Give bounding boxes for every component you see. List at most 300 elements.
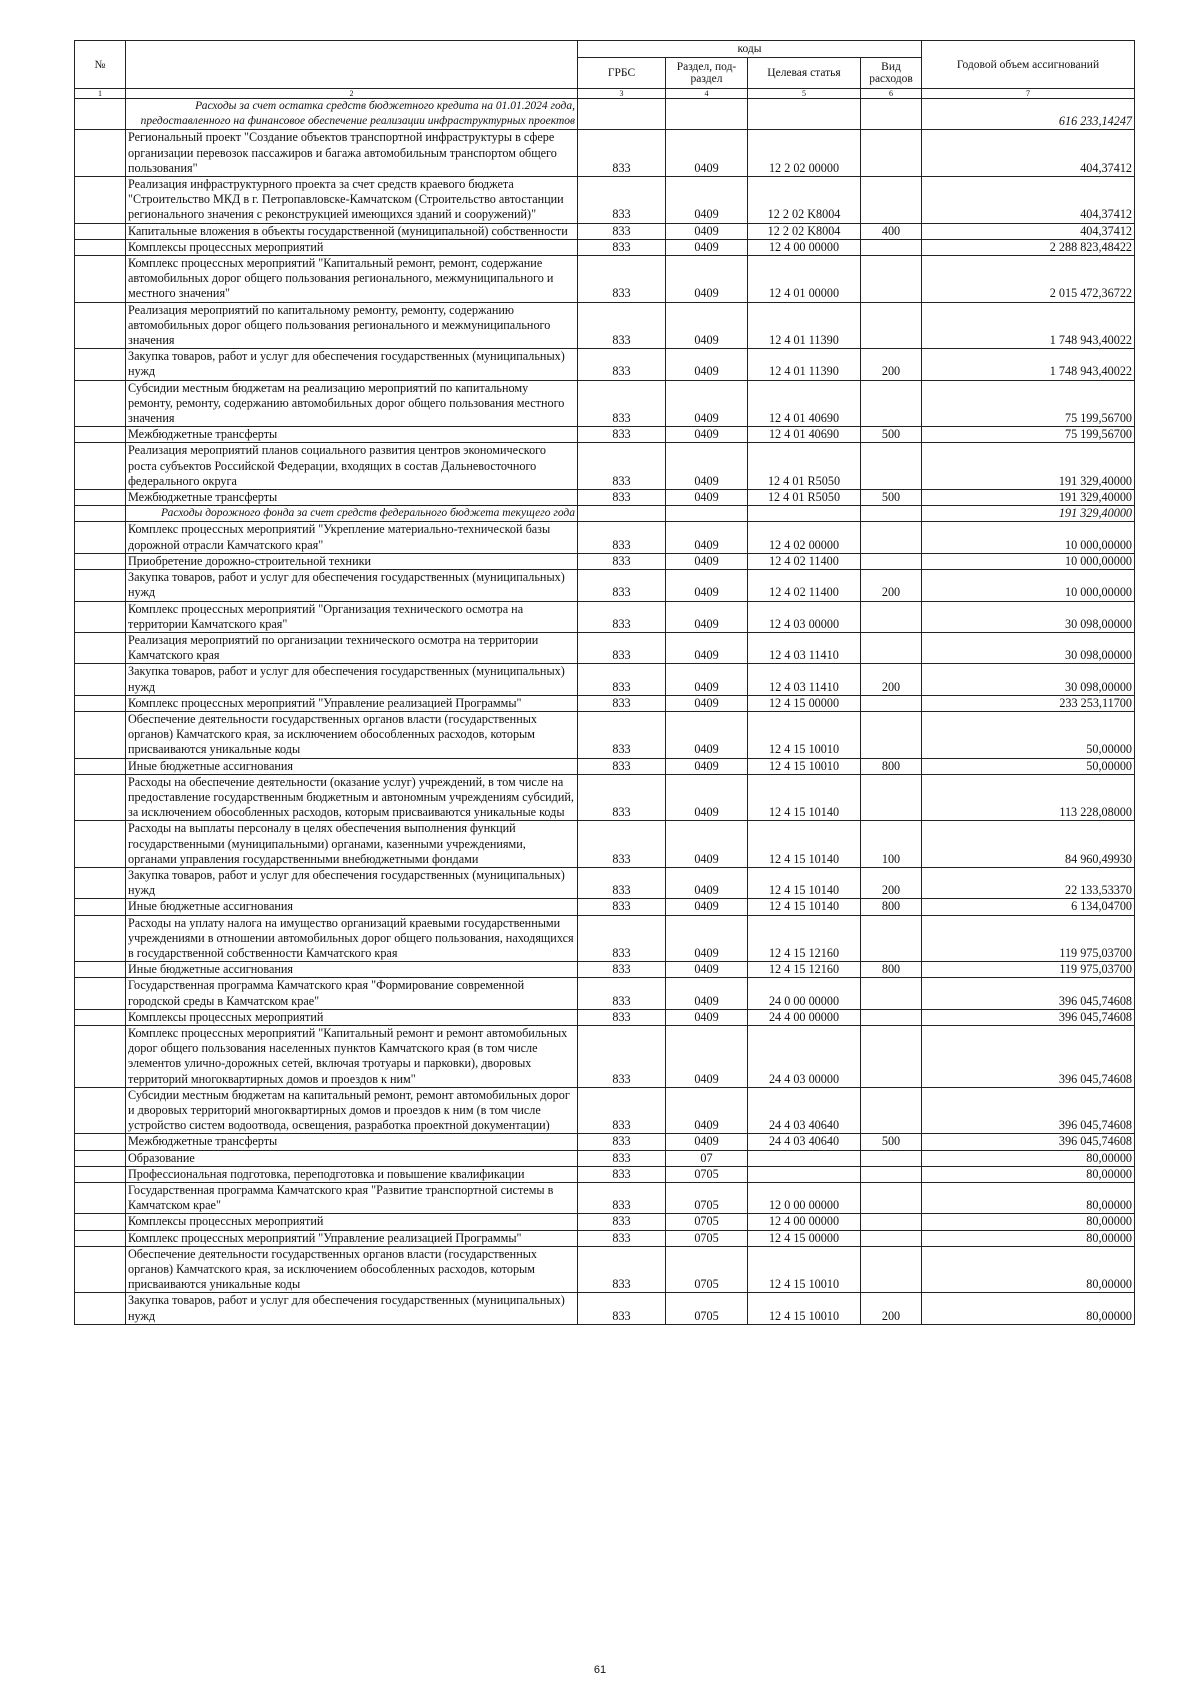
row-num-cell [75, 711, 126, 758]
row-razdel-cell: 0409 [666, 239, 748, 255]
row-razdel-cell: 0409 [666, 380, 748, 427]
row-razdel-cell: 0409 [666, 177, 748, 224]
table-row [75, 601, 1135, 632]
row-num-cell [75, 522, 126, 553]
row-amount-cell: 50,00000 [922, 758, 1135, 774]
row-target-article-cell: 12 4 15 10010 [748, 711, 861, 758]
budget-table-sheet [74, 40, 1134, 1325]
row-expense-type-cell [861, 302, 922, 349]
header-godovoy: Годовой объем ассигнований [922, 41, 1135, 89]
row-grbs-cell: 833 [578, 695, 666, 711]
table-row [75, 349, 1135, 380]
row-num-cell [75, 1183, 126, 1214]
row-expense-type-cell [861, 177, 922, 224]
row-expense-type-cell: 500 [861, 490, 922, 506]
row-num-cell [75, 506, 126, 522]
table-row [75, 821, 1135, 868]
row-amount-cell: 10 000,00000 [922, 553, 1135, 569]
row-num-cell [75, 821, 126, 868]
row-grbs-cell: 833 [578, 1183, 666, 1214]
row-target-article-cell: 12 4 15 10140 [748, 899, 861, 915]
row-target-article-cell: 12 4 03 00000 [748, 601, 861, 632]
table-row [75, 223, 1135, 239]
row-razdel-cell: 0409 [666, 570, 748, 601]
row-grbs-cell: 833 [578, 256, 666, 303]
row-amount-cell: 80,00000 [922, 1230, 1135, 1246]
row-desc-cell: Комплекс процессных мероприятий "Организация технического осмотра на территории Камчатского края" [126, 601, 578, 632]
row-amount-cell: 404,37412 [922, 177, 1135, 224]
row-expense-type-cell: 800 [861, 899, 922, 915]
row-amount-cell: 80,00000 [922, 1183, 1135, 1214]
row-amount-cell: 75 199,56700 [922, 427, 1135, 443]
table-row [75, 632, 1135, 663]
row-target-article-cell: 12 2 02 K8004 [748, 177, 861, 224]
row-target-article-cell: 12 2 02 00000 [748, 130, 861, 177]
row-expense-type-cell: 200 [861, 570, 922, 601]
table-row [75, 711, 1135, 758]
table-row [75, 1087, 1135, 1134]
row-expense-type-cell [861, 711, 922, 758]
row-num-cell [75, 915, 126, 962]
row-expense-type-cell [861, 774, 922, 821]
row-num-cell [75, 1214, 126, 1230]
row-expense-type-cell [861, 1166, 922, 1182]
row-razdel-cell: 0705 [666, 1183, 748, 1214]
row-desc-cell: Закупка товаров, работ и услуг для обеспечения государственных (муниципальных) нужд [126, 570, 578, 601]
row-desc-cell: Расходы дорожного фонда за счет средств федерального бюджета текущего года [126, 506, 578, 522]
row-amount-cell: 616 233,14247 [922, 99, 1135, 130]
row-grbs-cell: 833 [578, 380, 666, 427]
row-razdel-cell: 0409 [666, 695, 748, 711]
row-razdel-cell: 0705 [666, 1293, 748, 1324]
row-num-cell [75, 1246, 126, 1293]
row-num-cell [75, 1009, 126, 1025]
table-row [75, 239, 1135, 255]
row-expense-type-cell [861, 130, 922, 177]
row-grbs-cell: 833 [578, 758, 666, 774]
row-target-article-cell: 24 0 00 00000 [748, 978, 861, 1009]
row-desc-cell: Комплекс процессных мероприятий "Капитальный ремонт и ремонт автомобильных дорог общего пользования населенных пунктов Камчатского края (в том числе элементов улично-дорожных сетей, включая тротуары и парковки), дворовых территорий многоквартирных домов и проездов к ним" [126, 1025, 578, 1087]
row-desc-cell: Государственная программа Камчатского края "Развитие транспортной системы в Камчатском крае" [126, 1183, 578, 1214]
row-desc-cell: Закупка товаров, работ и услуг для обеспечения государственных (муниципальных) нужд [126, 349, 578, 380]
row-expense-type-cell [861, 1150, 922, 1166]
page-number: 61 [593, 1664, 607, 1676]
row-expense-type-cell [861, 1230, 922, 1246]
row-num-cell [75, 570, 126, 601]
table-row [75, 758, 1135, 774]
row-razdel-cell: 0705 [666, 1246, 748, 1293]
row-expense-type-cell [861, 506, 922, 522]
row-amount-cell: 30 098,00000 [922, 664, 1135, 695]
row-desc-cell: Расходы на обеспечение деятельности (оказание услуг) учреждений, в том числе на предоставление государственным бюджетным и автономным учреждениям субсидий, за исключением обособленных расходов, которым присваиваются уникальные коды [126, 774, 578, 821]
row-amount-cell: 30 098,00000 [922, 601, 1135, 632]
row-target-article-cell: 12 4 15 10140 [748, 821, 861, 868]
row-target-article-cell: 12 4 15 00000 [748, 1230, 861, 1246]
row-grbs-cell: 833 [578, 1150, 666, 1166]
row-grbs-cell: 833 [578, 349, 666, 380]
row-num-cell [75, 490, 126, 506]
row-desc-cell: Приобретение дорожно-строительной техники [126, 553, 578, 569]
row-desc-cell: Государственная программа Камчатского края "Формирование современной городской среды в Камчатском крае" [126, 978, 578, 1009]
row-desc-cell: Межбюджетные трансферты [126, 490, 578, 506]
row-amount-cell: 191 329,40000 [922, 443, 1135, 490]
row-target-article-cell [748, 1150, 861, 1166]
table-row [75, 443, 1135, 490]
row-grbs-cell: 833 [578, 177, 666, 224]
row-target-article-cell: 12 4 15 10140 [748, 867, 861, 898]
table-row [75, 570, 1135, 601]
row-amount-cell: 396 045,74608 [922, 1087, 1135, 1134]
row-num-cell [75, 99, 126, 130]
row-grbs-cell: 833 [578, 899, 666, 915]
row-num-cell [75, 1025, 126, 1087]
row-desc-cell: Расходы на уплату налога на имущество организаций краевыми государственными учреждениями в отношении автомобильных дорог общего пользования, находящихся в государственной собственности Камчатского края [126, 915, 578, 962]
row-num-cell [75, 349, 126, 380]
row-amount-cell: 396 045,74608 [922, 1025, 1135, 1087]
row-expense-type-cell: 200 [861, 867, 922, 898]
table-row [75, 867, 1135, 898]
row-amount-cell: 80,00000 [922, 1293, 1135, 1324]
row-amount-cell: 191 329,40000 [922, 490, 1135, 506]
row-grbs-cell: 833 [578, 570, 666, 601]
row-razdel-cell: 0409 [666, 915, 748, 962]
row-expense-type-cell [861, 632, 922, 663]
row-grbs-cell: 833 [578, 130, 666, 177]
row-amount-cell: 119 975,03700 [922, 915, 1135, 962]
row-target-article-cell: 12 4 01 00000 [748, 256, 861, 303]
row-amount-cell: 30 098,00000 [922, 632, 1135, 663]
row-num-cell [75, 1150, 126, 1166]
row-grbs-cell: 833 [578, 490, 666, 506]
header-razdel: Раздел, под-раздел [666, 58, 748, 89]
row-expense-type-cell [861, 443, 922, 490]
header-vid: Вид расходов [861, 58, 922, 89]
row-desc-cell: Обеспечение деятельности государственных органов власти (государственных органов) Камчатского края, за исключением обособленных расходов, которым присваиваются уникальные коды [126, 1246, 578, 1293]
row-grbs-cell [578, 99, 666, 130]
row-amount-cell: 80,00000 [922, 1246, 1135, 1293]
row-grbs-cell: 833 [578, 978, 666, 1009]
table-row [75, 899, 1135, 915]
row-target-article-cell [748, 506, 861, 522]
row-target-article-cell: 12 0 00 00000 [748, 1183, 861, 1214]
row-desc-cell: Иные бюджетные ассигнования [126, 962, 578, 978]
row-expense-type-cell: 100 [861, 821, 922, 868]
row-expense-type-cell [861, 256, 922, 303]
header-celevaya: Целевая статья [748, 58, 861, 89]
row-desc-cell: Расходы на выплаты персоналу в целях обеспечения выполнения функций государственными (муниципальными) органами, казенными учреждениями, органами управления государственными внебюджетными фондами [126, 821, 578, 868]
table-row [75, 1183, 1135, 1214]
row-razdel-cell: 0409 [666, 632, 748, 663]
row-desc-cell: Закупка товаров, работ и услуг для обеспечения государственных (муниципальных) нужд [126, 867, 578, 898]
row-num-cell [75, 177, 126, 224]
row-grbs-cell: 833 [578, 1134, 666, 1150]
row-target-article-cell: 12 4 00 00000 [748, 1214, 861, 1230]
row-razdel-cell: 0409 [666, 490, 748, 506]
index-cell: 6 [861, 89, 922, 99]
row-grbs-cell: 833 [578, 915, 666, 962]
row-expense-type-cell [861, 978, 922, 1009]
row-desc-cell: Профессиональная подготовка, переподготовка и повышение квалификации [126, 1166, 578, 1182]
row-razdel-cell: 0409 [666, 962, 748, 978]
row-target-article-cell [748, 1166, 861, 1182]
row-amount-cell: 191 329,40000 [922, 506, 1135, 522]
row-desc-cell: Комплексы процессных мероприятий [126, 1009, 578, 1025]
row-grbs-cell: 833 [578, 1293, 666, 1324]
row-num-cell [75, 601, 126, 632]
budget-table [74, 40, 1135, 1325]
row-grbs-cell: 833 [578, 632, 666, 663]
row-target-article-cell: 24 4 00 00000 [748, 1009, 861, 1025]
table-row [75, 962, 1135, 978]
row-expense-type-cell [861, 380, 922, 427]
row-desc-cell: Иные бюджетные ассигнования [126, 899, 578, 915]
row-target-article-cell: 12 4 01 40690 [748, 380, 861, 427]
row-amount-cell: 233 253,11700 [922, 695, 1135, 711]
row-amount-cell: 2 015 472,36722 [922, 256, 1135, 303]
row-expense-type-cell: 200 [861, 1293, 922, 1324]
table-row [75, 664, 1135, 695]
header-row-1 [75, 41, 1135, 58]
row-target-article-cell: 12 4 15 10010 [748, 758, 861, 774]
row-desc-cell: Комплексы процессных мероприятий [126, 239, 578, 255]
table-row [75, 1246, 1135, 1293]
row-desc-cell: Субсидии местным бюджетам на капитальный ремонт, ремонт автомобильных дорог и дворовых территорий многоквартирных домов и проездов к ним (в том числе устройство систем водоотвода, освещения, разработка проектной документации) [126, 1087, 578, 1134]
row-target-article-cell: 24 4 03 40640 [748, 1087, 861, 1134]
row-grbs-cell: 833 [578, 1025, 666, 1087]
row-razdel-cell: 0409 [666, 130, 748, 177]
row-target-article-cell [748, 99, 861, 130]
row-num-cell [75, 774, 126, 821]
row-target-article-cell: 12 4 01 11390 [748, 349, 861, 380]
row-target-article-cell: 12 4 03 11410 [748, 632, 861, 663]
row-num-cell [75, 553, 126, 569]
row-razdel-cell: 0409 [666, 223, 748, 239]
row-expense-type-cell [861, 601, 922, 632]
row-razdel-cell: 0409 [666, 774, 748, 821]
row-amount-cell: 22 133,53370 [922, 867, 1135, 898]
row-num-cell [75, 632, 126, 663]
row-expense-type-cell: 400 [861, 223, 922, 239]
row-amount-cell: 80,00000 [922, 1150, 1135, 1166]
table-row [75, 1134, 1135, 1150]
row-num-cell [75, 962, 126, 978]
row-desc-cell: Субсидии местным бюджетам на реализацию мероприятий по капитальному ремонту, ремонту, содержанию автомобильных дорог общего пользования местного значения [126, 380, 578, 427]
row-amount-cell: 113 228,08000 [922, 774, 1135, 821]
table-row [75, 380, 1135, 427]
row-target-article-cell: 12 4 00 00000 [748, 239, 861, 255]
row-desc-cell: Реализация мероприятий по организации технического осмотра на территории Камчатского края [126, 632, 578, 663]
row-razdel-cell [666, 99, 748, 130]
row-razdel-cell: 0705 [666, 1230, 748, 1246]
row-expense-type-cell [861, 522, 922, 553]
table-row [75, 915, 1135, 962]
table-row [75, 1009, 1135, 1025]
row-grbs-cell: 833 [578, 867, 666, 898]
index-cell: 2 [126, 89, 578, 99]
row-expense-type-cell: 500 [861, 427, 922, 443]
row-expense-type-cell [861, 239, 922, 255]
row-num-cell [75, 758, 126, 774]
row-amount-cell: 10 000,00000 [922, 522, 1135, 553]
table-row [75, 1293, 1135, 1324]
row-target-article-cell: 12 4 02 11400 [748, 570, 861, 601]
row-razdel-cell: 0409 [666, 601, 748, 632]
row-desc-cell: Иные бюджетные ассигнования [126, 758, 578, 774]
row-grbs-cell: 833 [578, 1246, 666, 1293]
row-num-cell [75, 899, 126, 915]
row-amount-cell: 119 975,03700 [922, 962, 1135, 978]
table-row [75, 553, 1135, 569]
row-grbs-cell: 833 [578, 522, 666, 553]
row-desc-cell: Межбюджетные трансферты [126, 427, 578, 443]
row-target-article-cell: 12 4 01 R5050 [748, 443, 861, 490]
row-grbs-cell: 833 [578, 1009, 666, 1025]
row-razdel-cell: 0409 [666, 1087, 748, 1134]
row-desc-cell: Закупка товаров, работ и услуг для обеспечения государственных (муниципальных) нужд [126, 664, 578, 695]
row-amount-cell: 80,00000 [922, 1166, 1135, 1182]
row-desc-cell: Комплекс процессных мероприятий "Управление реализацией Программы" [126, 695, 578, 711]
table-row [75, 256, 1135, 303]
row-amount-cell: 404,37412 [922, 223, 1135, 239]
row-num-cell [75, 1087, 126, 1134]
row-grbs-cell [578, 506, 666, 522]
row-target-article-cell: 12 4 15 10010 [748, 1293, 861, 1324]
row-amount-cell: 80,00000 [922, 1214, 1135, 1230]
row-expense-type-cell [861, 1183, 922, 1214]
row-target-article-cell: 12 4 01 R5050 [748, 490, 861, 506]
table-row [75, 177, 1135, 224]
index-cell: 4 [666, 89, 748, 99]
table-row [75, 1214, 1135, 1230]
header-name-blank [126, 41, 578, 89]
row-razdel-cell: 0409 [666, 302, 748, 349]
row-num-cell [75, 1166, 126, 1182]
row-expense-type-cell [861, 1009, 922, 1025]
row-expense-type-cell: 800 [861, 962, 922, 978]
table-row [75, 1230, 1135, 1246]
table-row [75, 978, 1135, 1009]
row-desc-cell: Комплекс процессных мероприятий "Укрепление материально-технической базы дорожной отрасли Камчатского края" [126, 522, 578, 553]
row-num-cell [75, 978, 126, 1009]
row-num-cell [75, 1134, 126, 1150]
row-grbs-cell: 833 [578, 821, 666, 868]
table-row [75, 302, 1135, 349]
row-target-article-cell: 12 2 02 K8004 [748, 223, 861, 239]
row-target-article-cell: 12 4 15 12160 [748, 915, 861, 962]
row-num-cell [75, 664, 126, 695]
row-amount-cell: 396 045,74608 [922, 1009, 1135, 1025]
row-target-article-cell: 12 4 02 11400 [748, 553, 861, 569]
row-num-cell [75, 380, 126, 427]
row-num-cell [75, 427, 126, 443]
row-desc-cell: Комплексы процессных мероприятий [126, 1214, 578, 1230]
row-expense-type-cell [861, 695, 922, 711]
row-target-article-cell: 24 4 03 40640 [748, 1134, 861, 1150]
row-target-article-cell: 12 4 02 00000 [748, 522, 861, 553]
row-expense-type-cell [861, 1214, 922, 1230]
row-amount-cell: 404,37412 [922, 130, 1135, 177]
row-desc-cell: Реализация инфраструктурного проекта за счет средств краевого бюджета "Строительство МКД в г. Петропавловске-Камчатском (Строительство автостанции регионального значения с реконструкцией имеющихся зданий и сооружений)" [126, 177, 578, 224]
table-row [75, 427, 1135, 443]
header-codes: коды [578, 41, 922, 58]
row-razdel-cell: 0705 [666, 1166, 748, 1182]
row-grbs-cell: 833 [578, 601, 666, 632]
index-cell: 5 [748, 89, 861, 99]
section-row [75, 99, 1135, 130]
row-expense-type-cell [861, 915, 922, 962]
row-amount-cell: 6 134,04700 [922, 899, 1135, 915]
row-razdel-cell: 0409 [666, 443, 748, 490]
row-razdel-cell [666, 506, 748, 522]
row-razdel-cell: 0409 [666, 978, 748, 1009]
row-target-article-cell: 12 4 15 12160 [748, 962, 861, 978]
row-grbs-cell: 833 [578, 239, 666, 255]
row-grbs-cell: 833 [578, 774, 666, 821]
row-num-cell [75, 223, 126, 239]
row-grbs-cell: 833 [578, 223, 666, 239]
table-row [75, 1150, 1135, 1166]
row-amount-cell: 50,00000 [922, 711, 1135, 758]
row-desc-cell: Комплекс процессных мероприятий "Капитальный ремонт, ремонт, содержание автомобильных дорог общего пользования регионального, межмуниципального и местного значения" [126, 256, 578, 303]
row-num-cell [75, 239, 126, 255]
row-amount-cell: 84 960,49930 [922, 821, 1135, 868]
row-razdel-cell: 0409 [666, 711, 748, 758]
index-cell: 3 [578, 89, 666, 99]
row-grbs-cell: 833 [578, 1214, 666, 1230]
table-row [75, 1166, 1135, 1182]
row-num-cell [75, 256, 126, 303]
table-row [75, 522, 1135, 553]
row-amount-cell: 396 045,74608 [922, 1134, 1135, 1150]
row-amount-cell: 75 199,56700 [922, 380, 1135, 427]
row-grbs-cell: 833 [578, 427, 666, 443]
row-razdel-cell: 0409 [666, 1009, 748, 1025]
row-num-cell [75, 1230, 126, 1246]
row-amount-cell: 1 748 943,40022 [922, 302, 1135, 349]
row-desc-cell: Комплекс процессных мероприятий "Управление реализацией Программы" [126, 1230, 578, 1246]
row-grbs-cell: 833 [578, 1230, 666, 1246]
row-razdel-cell: 0409 [666, 1025, 748, 1087]
row-razdel-cell: 0409 [666, 522, 748, 553]
table-row [75, 695, 1135, 711]
row-desc-cell: Обеспечение деятельности государственных органов власти (государственных органов) Камчатского края, за исключением обособленных расходов, которым присваиваются уникальные коды [126, 711, 578, 758]
row-expense-type-cell: 500 [861, 1134, 922, 1150]
row-expense-type-cell: 800 [861, 758, 922, 774]
row-expense-type-cell [861, 1246, 922, 1293]
row-num-cell [75, 443, 126, 490]
index-cell: 7 [922, 89, 1135, 99]
row-desc-cell: Межбюджетные трансферты [126, 1134, 578, 1150]
row-grbs-cell: 833 [578, 553, 666, 569]
row-num-cell [75, 867, 126, 898]
row-razdel-cell: 0409 [666, 427, 748, 443]
row-target-article-cell: 12 4 01 40690 [748, 427, 861, 443]
table-row [75, 774, 1135, 821]
row-target-article-cell: 12 4 15 10140 [748, 774, 861, 821]
row-razdel-cell: 0409 [666, 1134, 748, 1150]
row-desc-cell: Капитальные вложения в объекты государственной (муниципальной) собственности [126, 223, 578, 239]
row-grbs-cell: 833 [578, 664, 666, 695]
row-razdel-cell: 0409 [666, 867, 748, 898]
section-row [75, 506, 1135, 522]
row-razdel-cell: 0409 [666, 899, 748, 915]
row-desc-cell: Реализация мероприятий планов социального развития центров экономического роста субъектов Российской Федерации, входящих в состав Дальневосточного федерального округа [126, 443, 578, 490]
table-row [75, 1025, 1135, 1087]
row-expense-type-cell [861, 99, 922, 130]
row-expense-type-cell: 200 [861, 664, 922, 695]
row-razdel-cell: 0409 [666, 821, 748, 868]
row-expense-type-cell [861, 1025, 922, 1087]
